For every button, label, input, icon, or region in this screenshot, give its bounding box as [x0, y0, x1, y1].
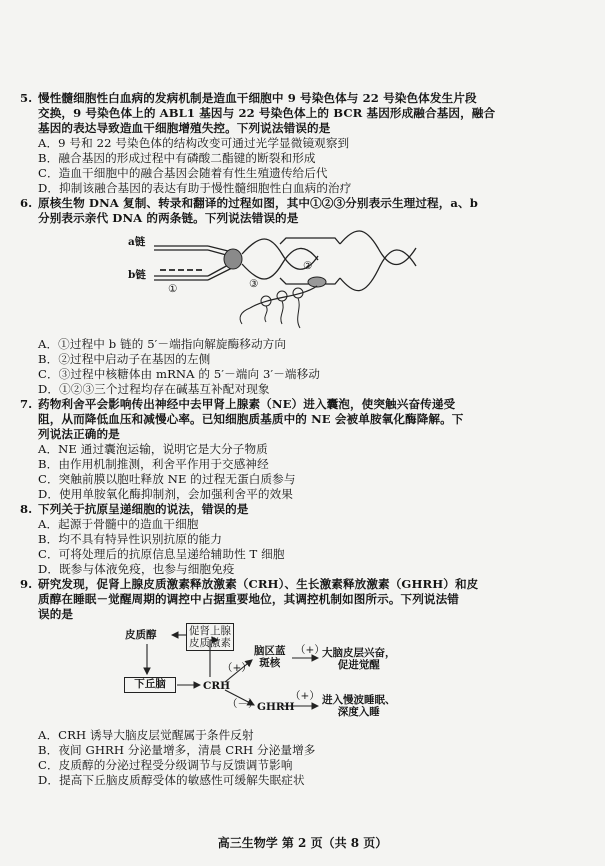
option-b: B．由作用机制推测，利舍平作用于交感神经	[38, 457, 269, 471]
figure-mark-1: ①	[168, 283, 178, 295]
diagram-hypothalamus-box: 下丘脑	[124, 677, 176, 693]
question-stem-line: 质醇在睡眠－觉醒周期的调控中占据重要地位，其调控机制如图所示。下列说法错	[38, 592, 459, 606]
question-stem-line: 阻，从而降低血压和减慢心率。已知细胞质基质中的 NE 会被单胺氧化酶降解。下	[38, 412, 464, 426]
question-stem-line: 基因的表达导致造血干细胞增殖失控。下列说法错误的是	[38, 121, 331, 135]
figure-mark-3: ③	[249, 278, 259, 290]
diagram-cortisol: 皮质醇	[125, 629, 157, 641]
diagram-result-sleep-line: 进入慢波睡眠、	[322, 694, 396, 706]
diagram-result-sleep-line: 深度入睡	[337, 706, 380, 718]
figure-mark-2: ②	[303, 260, 313, 272]
diagram-ghrh: GHRH	[257, 701, 295, 713]
figure-label-a-strand: a链	[128, 236, 146, 248]
option-b: B．②过程中启动子在基因的左侧	[38, 352, 211, 366]
question-stem-line: 慢性髓细胞性白血病的发病机制是造血干细胞中 9 号染色体与 22 号染色体发生片段	[38, 91, 477, 105]
question-stem-line: 分别表示亲代 DNA 的两条链。下列说法错误的是	[38, 211, 299, 225]
option-d: D．使用单胺氧化酶抑制剂，会加强利舍平的效果	[38, 487, 293, 501]
question-stem-line: 列说法正确的是	[38, 427, 120, 441]
page-footer: 高三生物学 第 2 页（共 8 页）	[217, 836, 388, 850]
option-a: A．9 号和 22 号染色体的结构改变可通过光学显微镜观察到	[38, 136, 350, 150]
option-c: C．造血干细胞中的融合基因会随着有性生殖遗传给后代	[38, 166, 328, 180]
question-stem-line: 原核生物 DNA 复制、转录和翻译的过程如图，其中①②③分别表示生理过程，a、b	[38, 196, 478, 210]
question-stem-line: 交换，9 号染色体上的 ABL1 基因与 22 号染色体上的 BCR 基因形成融合基因，融合	[38, 106, 496, 120]
diagram-brain-blue-line: 脑区蓝	[254, 645, 286, 657]
option-d: D．提高下丘脑皮质醇受体的敏感性可缓解失眠症状	[38, 773, 305, 787]
diagram-brain-blue	[254, 645, 286, 669]
diagram-acth-line: 促肾上腺	[189, 625, 231, 637]
diagram-plus-2: （+）	[295, 644, 325, 656]
question-stem-line: 误的是	[38, 607, 74, 621]
figure-label-b-strand: b链	[128, 269, 146, 281]
option-d: D．抑制该融合基因的表达有助于慢性髓细胞性白血病的治疗	[38, 181, 352, 195]
diagram-plus-3: （+）	[290, 690, 320, 702]
question-stem-line: 研究发现，促肾上腺皮质激素释放激素（CRH）、生长激素释放激素（GHRH）和皮	[38, 577, 479, 591]
question-number: 7.	[20, 397, 33, 411]
question-stem-line: 下列关于抗原呈递细胞的说法，错误的是	[38, 502, 249, 516]
question-number: 9.	[20, 577, 33, 591]
option-c: C．突触前膜以胞吐释放 NE 的过程无蛋白质参与	[38, 472, 296, 486]
option-b: B．融合基因的形成过程中有磷酸二酯键的断裂和形成	[38, 151, 316, 165]
option-b: B．均不具有特异性识别抗原的能力	[38, 532, 223, 546]
option-c: C．皮质醇的分泌过程受分级调节与反馈调节影响	[38, 758, 293, 772]
diagram-result-wake-line: 大脑皮层兴奋，	[322, 647, 396, 659]
question-number: 8.	[20, 502, 33, 516]
diagram-crh: CRH	[203, 680, 231, 692]
question-number: 5.	[20, 91, 33, 105]
option-b: B．夜间 GHRH 分泌量增多，清晨 CRH 分泌量增多	[38, 743, 316, 757]
diagram-minus: （－）	[227, 698, 259, 710]
diagram-acth-line: 皮质激素	[189, 637, 231, 649]
diagram-acth-box	[186, 623, 234, 651]
option-c: C．可将处理后的抗原信息呈递给辅助性 T 细胞	[38, 547, 285, 561]
diagram-plus-1: （+）	[222, 662, 252, 674]
diagram-result-wake-line: 促进觉醒	[337, 659, 380, 671]
diagram-result-sleep	[322, 694, 396, 718]
option-d: D．①②③三个过程均存在碱基互补配对现象	[38, 382, 270, 396]
question-stem-line: 药物利舍平会影响传出神经中去甲肾上腺素（NE）进入囊泡，使突触兴奋传递受	[38, 397, 456, 411]
diagram-brain-blue-line: 斑核	[259, 657, 281, 669]
option-a: A．CRH 诱导大脑皮层觉醒属于条件反射	[38, 728, 254, 742]
diagram-result-wake	[322, 647, 396, 671]
option-a: A．NE 通过囊泡运输，说明它是大分子物质	[38, 442, 268, 456]
question-number: 6.	[20, 196, 33, 210]
option-c: C．③过程中核糖体由 mRNA 的 5′－端向 3′－端移动	[38, 367, 320, 381]
option-a: A．起源于骨髓中的造血干细胞	[38, 517, 199, 531]
option-d: D．既参与体液免疫，也参与细胞免疫	[38, 562, 235, 576]
option-a: A．①过程中 b 链的 5′－端指向解旋酶移动方向	[38, 337, 287, 351]
